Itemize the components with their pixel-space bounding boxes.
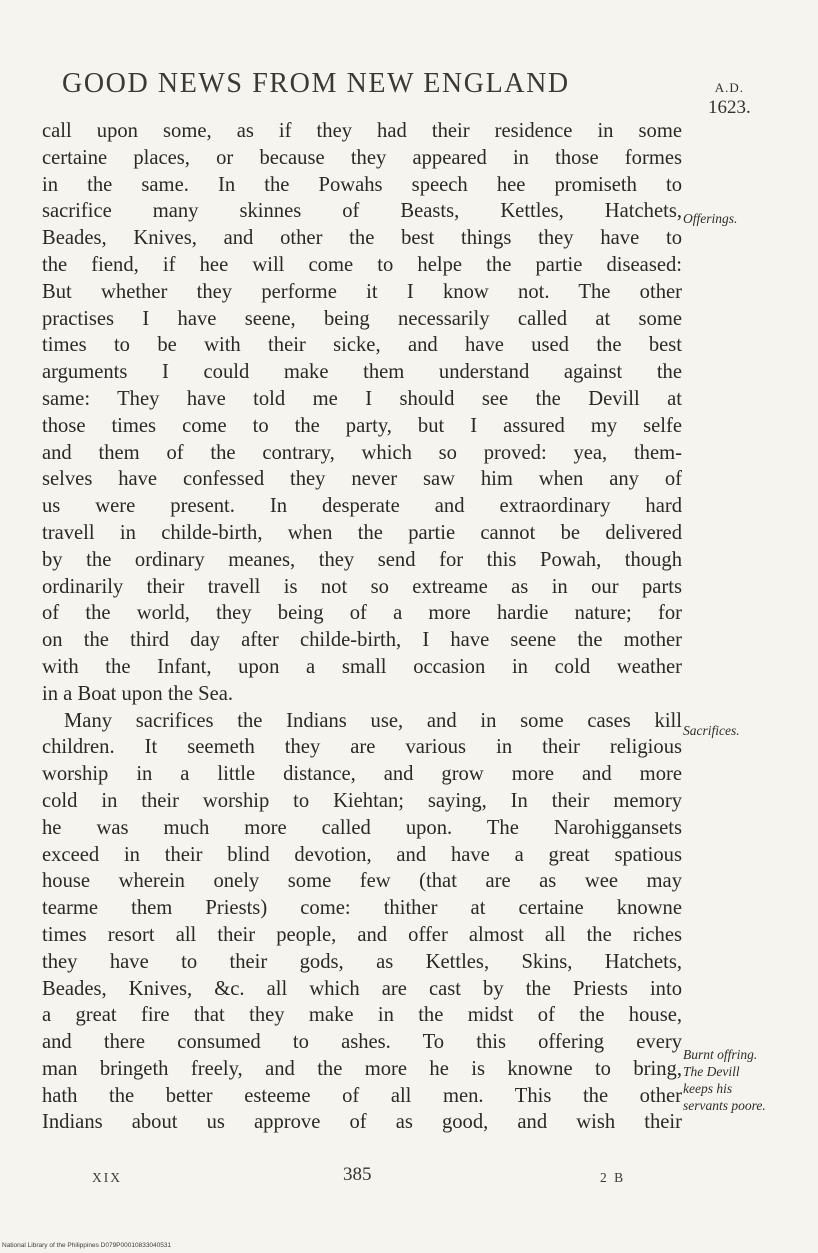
text-line: travell in childe-birth, when the partie cannot be delivered — [42, 521, 682, 544]
text-line: exceed in their blind devotion, and have a great spatious — [42, 843, 682, 866]
margin-note-devill-2: keeps his — [683, 1081, 733, 1096]
text-line: tearme them Priests) come: thither at certaine knowne — [42, 897, 682, 920]
text-line: man bringeth freely, and the more he is knowne to bring, — [42, 1057, 682, 1080]
text-line: arguments I could make them understand against the — [42, 361, 682, 384]
text-line: us were present. In desperate and extraordinary hard — [42, 495, 682, 518]
year-marker — [708, 78, 751, 118]
text-line: practises I have seene, being necessarily called at some — [42, 307, 682, 330]
era-label: A.D. — [714, 80, 745, 95]
body-text — [42, 118, 682, 1136]
text-line: a great fire that they make in the midst of the house, — [42, 1004, 682, 1027]
text-line: cold in their worship to Kiehtan; saying, In their memory — [42, 789, 682, 812]
text-line: they have to their gods, as Kettles, Skins, Hatchets, — [42, 950, 682, 973]
footer-signature: 2 B — [600, 1170, 626, 1185]
text-line: of the world, they being of a more hardie nature; for — [42, 602, 682, 625]
text-line: same: They have told me I should see the Devill at — [42, 387, 682, 410]
text-line: But whether they performe it I know not. The other — [42, 280, 682, 303]
text-line: with the Infant, upon a small occasion in cold weather — [42, 655, 682, 678]
text-line: he was much more called upon. The Narohiggansets — [42, 816, 682, 839]
text-line: in the same. In the Powahs speech hee promiseth to — [42, 173, 682, 196]
text-line: sacrifice many skinnes of Beasts, Kettles, Hatchets, — [42, 200, 682, 223]
margin-note-offerings: Offerings. — [683, 211, 738, 226]
text-line: call upon some, as if they had their residence in some — [42, 120, 682, 142]
text-line: Beades, Knives, &c. all which are cast by the Priests into — [42, 977, 682, 1000]
margin-note-burnt-offring: Burnt offring. — [683, 1047, 758, 1062]
text-line: hath the better esteeme of all men. This the other — [42, 1084, 682, 1107]
text-line: in a Boat upon the Sea. — [42, 682, 234, 705]
running-title: GOOD NEWS FROM NEW ENGLAND — [62, 68, 570, 99]
text-line: certaine places, or because they appeared in those formes — [42, 146, 682, 169]
library-watermark: National Library of the Philippines D079P0001083304053​1 — [2, 1242, 172, 1249]
text-line: ordinarily their travell is not so extreame as in our parts — [42, 575, 682, 598]
text-line: children. It seemeth they are various in their religious — [42, 736, 682, 759]
text-line: Many sacrifices the Indians use, and in some cases kill — [64, 709, 682, 732]
text-line: those times come to the party, but I assured my selfe — [42, 414, 682, 437]
footer-volume: XIX — [92, 1170, 122, 1185]
margin-note-devill-3: servants poore. — [683, 1098, 766, 1113]
text-line: selves have confessed they never saw him when any of — [42, 468, 682, 491]
text-line: house wherein onely some few (that are as wee may — [42, 870, 682, 893]
margin-note-sacrifices: Sacrifices. — [683, 723, 740, 738]
text-line: times resort all their people, and offer almost all the riches — [42, 923, 682, 946]
text-line: Beades, Knives, and other the best things they have to — [42, 227, 682, 250]
text-line: Indians about us approve of as good, and wish their — [42, 1111, 682, 1134]
text-line: the fiend, if hee will come to helpe the partie diseased: — [42, 253, 682, 276]
text-line: worship in a little distance, and grow more and more — [42, 763, 682, 786]
margin-note-devill-1: The Devill — [683, 1064, 740, 1079]
text-line: and them of the contrary, which so proved: yea, them- — [42, 441, 682, 464]
year-label: 1623. — [708, 97, 751, 118]
text-line: and there consumed to ashes. To this offering every — [42, 1031, 682, 1054]
text-line: times to be with their sicke, and have used the best — [42, 334, 682, 357]
page-number: 385 — [343, 1164, 372, 1185]
text-line: on the third day after childe-birth, I have seene the mother — [42, 629, 682, 652]
text-line: by the ordinary meanes, they send for this Powah, though — [42, 548, 682, 571]
